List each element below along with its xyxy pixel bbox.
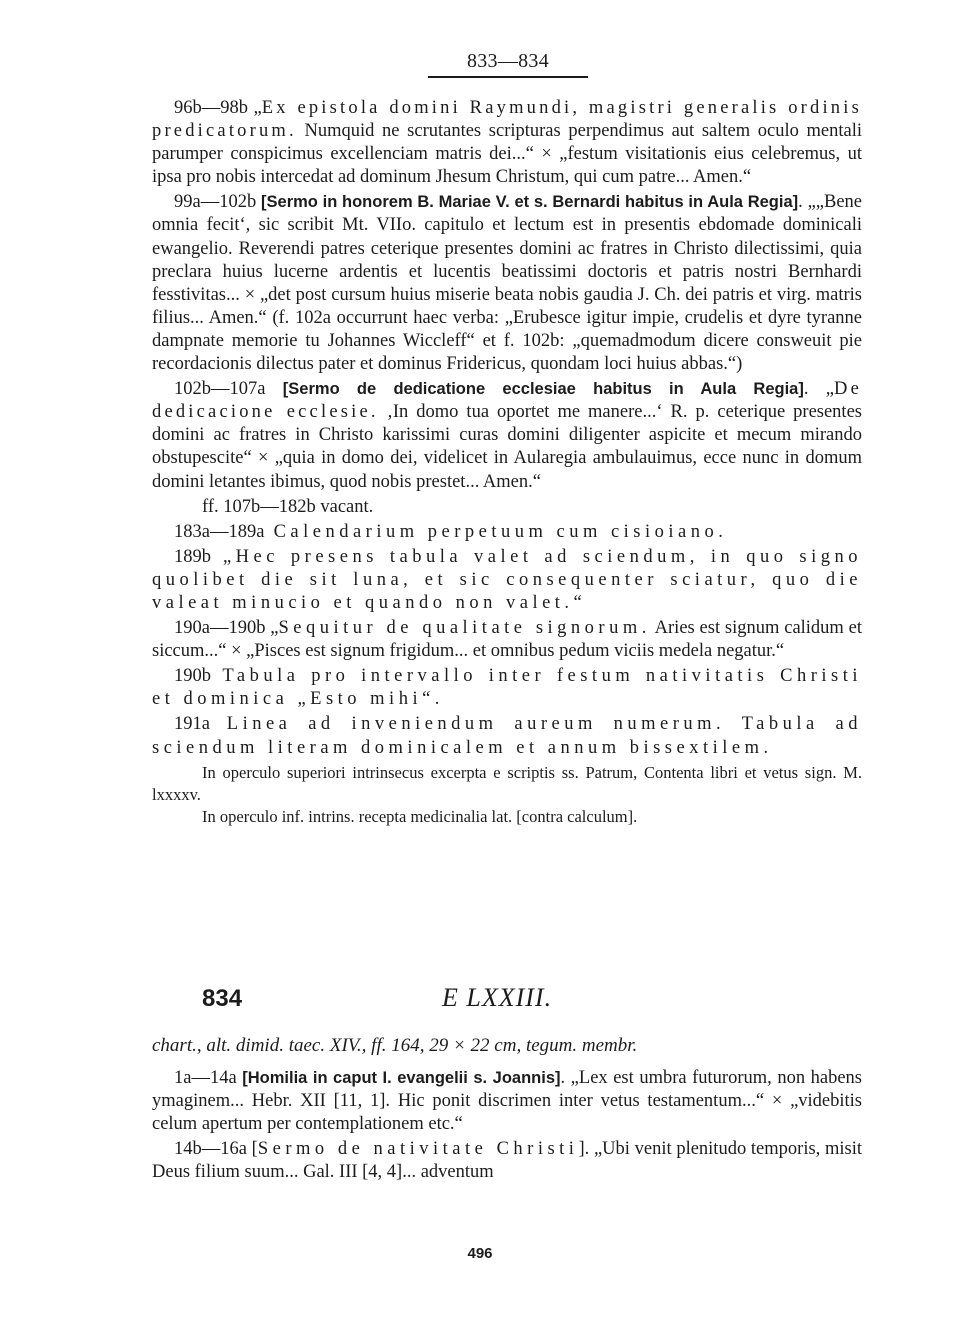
- codex-signature: E LXXIII.: [442, 983, 553, 1012]
- codex-contents: [152, 1067, 862, 1186]
- spaced-title: „Hec presens tabula valet ad sciendum, in quo signo quolibet die sit luna, et sic consequenter sciatur, quo die valeat minucio et quando non valet.“: [152, 546, 862, 613]
- folio-ref: 102b—107a: [174, 379, 266, 400]
- codex-number: 834: [202, 985, 243, 1012]
- bold-title: [Sermo in honorem B. Mariae V. et s. Bernardi habitus in Aula Regia]: [261, 193, 799, 212]
- entry-96b: [152, 97, 862, 189]
- entry-text: Numquid ne scrutantes scripturas perpendimus aut saltem oculo mentali parumper conspicimus excellenciam matris dei...“ × „festum visitationis eius celebremus, ut ipsa pro nobis intercedat ad dominum Jhesum Christum, qui cum patre... Amen.“: [152, 121, 862, 188]
- codex-heading: [152, 985, 862, 1025]
- folio-ref: 190b: [174, 666, 211, 687]
- spaced-title: Linea ad inveniendum aureum numerum. Tabula ad sciendum literam dominicalem et annum bissextilem.: [152, 714, 862, 758]
- entry-14b: [152, 1138, 862, 1184]
- spaced-title: Sequitur de qualitate signorum.: [278, 618, 651, 639]
- entry-text: ]. „Ubi venit plenitudo temporis, misit Deus filium suum... Gal. III [4, 4]... adventum: [152, 1139, 862, 1183]
- page-number: 496: [467, 1245, 493, 1262]
- entry-vacant: [202, 496, 862, 519]
- entry-1a: [152, 1067, 862, 1136]
- main-text: [152, 97, 862, 828]
- spaced-title: De dedicacione ecclesie.: [152, 379, 863, 423]
- entry-text: . „„Bene omnia fecit‘, sic scribit Mt. VIIo. capitulo et lectum est in presentis ebdomade dominicali ewangelio. Reverendi patres ceterique presentes domini ac fratres in Christo dilectissimi, quia preclara huius lucerne ardentis et lucentis beatissimi doctoris et patris nostri Bernhardi fesstivitas... × „det post cursum huius miserie beata nobis gaudia J. Ch. dei patris et virg. matris filius... Amen.“ (f. 102a occurrunt haec verba: „Erubesce igitur impie, crudelis et dyre tyranne dampnate memorie tu Johannes Wiccleff“ et f. 102b: „quemadmodum dicere consweuit pie recordacionis dilectus pater et dominus Fridericus, quondam loci huius abbas.“): [152, 192, 863, 375]
- folio-ref: 99a—102b: [174, 192, 257, 213]
- entry-102b: [152, 378, 862, 493]
- running-head: 833—834: [466, 50, 550, 72]
- entry-text: „: [248, 98, 262, 118]
- bold-title: [Homilia in caput I. evangelii s. Joannis]: [242, 1069, 561, 1087]
- folio-ref: 183a—189a: [174, 521, 265, 542]
- entry-text: „: [265, 618, 279, 639]
- folio-ref: 96b—98b: [174, 98, 248, 118]
- folio-ref: 189b: [174, 546, 211, 567]
- bold-title: [Sermo de dedicatione ecclesiae habitus in Aula Regia]: [282, 380, 804, 399]
- folio-ref: 190a—190b: [174, 618, 266, 639]
- entry-189b: [152, 546, 862, 615]
- spaced-title: Calendarium perpetuum cum cisioiano.: [264, 521, 728, 542]
- entry-190b: [152, 665, 862, 711]
- folio-ref: ff. 107b—182b: [202, 496, 316, 517]
- entry-99a: [152, 191, 862, 376]
- entry-text: Aries est signum calidum et siccum...“ × „Pisces est signum frigidum... et omnibus pedum viciis medela negatur.“: [152, 618, 862, 662]
- entry-191a: [152, 713, 862, 759]
- note-upper-cover: In operculo superiori intrinsecus excerpta e scriptis ss. Patrum, Contenta libri et vetus sign. M. lxxxxv.: [152, 762, 862, 804]
- spaced-title: Tabula pro intervallo inter festum nativitatis Christi et dominica „Esto mihi“.: [152, 666, 862, 710]
- note-lower-cover: In operculo inf. intrins. recepta medicinalia lat. [contra calculum].: [202, 806, 638, 826]
- entry-text: vacant.: [315, 496, 374, 517]
- entry-text: . „Lex est umbra futurorum, non habens ymaginem... Hebr. XII [11, 1]. Hic ponit discrimen inter vetus testamentum...“ × „videbitis celum apertum per contemplationem etc.“: [152, 1068, 863, 1135]
- folio-ref: 14b—16a: [174, 1139, 247, 1160]
- codex-description: chart., alt. dimid. taec. XIV., ff. 164, 29 × 22 cm, tegum. membr.: [152, 1035, 638, 1056]
- folio-ref: 191a: [174, 714, 210, 735]
- entry-text: . „: [803, 379, 835, 400]
- spaced-title: Ex epistola domini Raymundi, magistri generalis ordinis predicatorum.: [152, 98, 862, 142]
- folio-ref: 1a—14a: [174, 1068, 237, 1088]
- entry-190a: [152, 617, 862, 663]
- entry-text: [: [246, 1139, 258, 1160]
- header-rule: [428, 76, 588, 78]
- entry-text: ‚In domo tua oportet me manere...‘ R. p. ceterique presentes domini ac fratres in Christo karissimi curas domini diligenter aspicite et mecum mirando obstupescite“ × „quia in domo dei, videlicet in Aularegia ambulauimus, ecce nunc in domum domini letantes ibimus, quod nobis prestet... Amen.“: [152, 402, 862, 492]
- spaced-title: Sermo de nativitate Christi: [257, 1139, 579, 1160]
- entry-183a: [152, 521, 862, 544]
